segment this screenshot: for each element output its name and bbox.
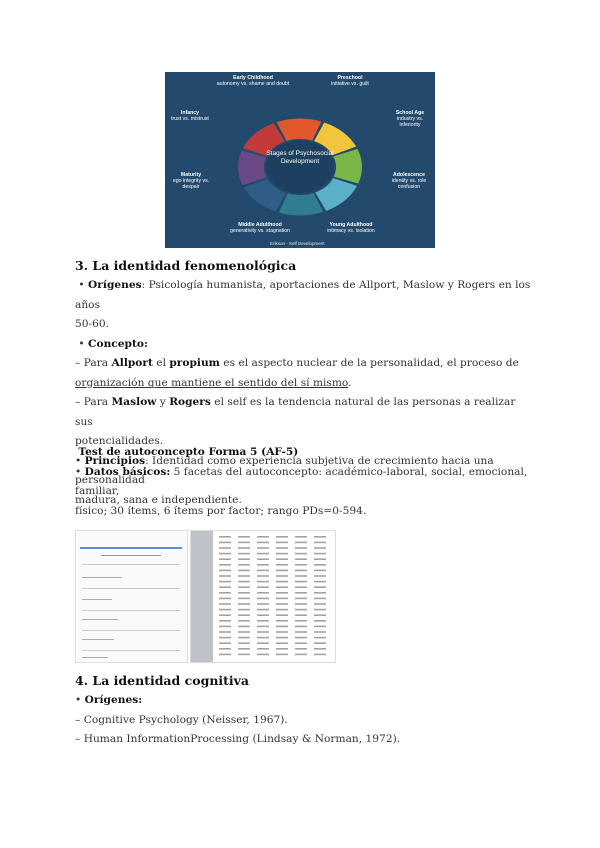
questionnaire-screenshot: [75, 530, 188, 663]
table-cell: [219, 603, 231, 605]
table-cell: [238, 581, 250, 583]
table-cell: [314, 648, 326, 650]
table-cell: [276, 581, 288, 583]
table-cell: [295, 553, 307, 555]
table-cell: [257, 637, 269, 639]
table-cell: [295, 564, 307, 566]
table-cell: [238, 575, 250, 577]
table-cell: [238, 614, 250, 616]
table-cell: [238, 542, 250, 544]
table-cell: [219, 558, 231, 560]
table-cell: [257, 592, 269, 594]
table-cell: [238, 558, 250, 560]
psychosocial-stages-infographic: [165, 72, 435, 248]
table-cell: [276, 614, 288, 616]
table-cell: [219, 642, 231, 644]
table-cell: [314, 558, 326, 560]
table-cell: [295, 609, 307, 611]
table-cell: [238, 586, 250, 588]
table-cell: [257, 581, 269, 583]
table-cell: [219, 586, 231, 588]
stage-maturity: Maturity ego integrity vs. despair: [172, 172, 210, 190]
table-cell: [276, 654, 288, 656]
table-cell: [314, 581, 326, 583]
table-cell: [219, 547, 231, 549]
table-cell: [257, 603, 269, 605]
lindsay-line: – Human InformationProcessing (Lindsay & Norman, 1972).: [75, 733, 401, 745]
table-cell: [219, 575, 231, 577]
table-cell: [219, 598, 231, 600]
table-cell: [276, 609, 288, 611]
table-cell: [295, 637, 307, 639]
table-cell: [276, 598, 288, 600]
stage-early-childhood: Early Childhood autonomy vs. shame and doubt: [216, 75, 290, 87]
test-section: [75, 443, 535, 521]
section4-heading: 4. La identidad cognitiva: [75, 673, 250, 688]
table-cell: [276, 570, 288, 572]
concepto-line: • Concepto:: [75, 337, 148, 350]
table-cell: [257, 586, 269, 588]
table-cell: [314, 542, 326, 544]
table-cell: [295, 592, 307, 594]
table-cell: [276, 558, 288, 560]
table-cell: [219, 570, 231, 572]
test-heading: Test de autoconcepto Forma 5 (AF-5): [78, 446, 299, 458]
table-cell: [238, 637, 250, 639]
table-cell: [276, 620, 288, 622]
table-cell: [257, 648, 269, 650]
table-cell: [314, 631, 326, 633]
table-cell: [295, 603, 307, 605]
table-cell: [238, 648, 250, 650]
table-cell: [314, 536, 326, 538]
table-cell: [219, 648, 231, 650]
table-cell: [314, 598, 326, 600]
infographic-credit: Erikson · Self Development: [270, 241, 325, 246]
maslow-line: – Para Maslow y Rogers el self es la tendencia natural de las personas a realizar sus: [75, 396, 516, 428]
table-cell: [295, 631, 307, 633]
table-cell: [276, 547, 288, 549]
wheel-center: [266, 140, 334, 193]
table-cell: [314, 642, 326, 644]
table-cell: [257, 536, 269, 538]
section4-origenes: • Orígenes:: [75, 694, 143, 706]
table-cell: [238, 536, 250, 538]
table-cell: [238, 609, 250, 611]
table-cell: [257, 553, 269, 555]
table-cell: [295, 570, 307, 572]
table-cell: [257, 564, 269, 566]
table-cell: [238, 654, 250, 656]
table-cell: [257, 631, 269, 633]
score-table-grid: [191, 531, 335, 662]
table-cell: [314, 609, 326, 611]
table-cell: [257, 542, 269, 544]
table-cell: [219, 553, 231, 555]
table-cell: [257, 598, 269, 600]
table-cell: [276, 564, 288, 566]
table-cell: [295, 536, 307, 538]
table-cell: [257, 609, 269, 611]
table-cell: [238, 553, 250, 555]
table-cell: [219, 592, 231, 594]
table-cell: [314, 637, 326, 639]
table-cell: [257, 547, 269, 549]
table-cell: [295, 642, 307, 644]
table-cell: [276, 642, 288, 644]
table-cell: [276, 626, 288, 628]
section3-heading: 3. La identidad fenomenológica: [75, 258, 297, 273]
table-cell: [276, 631, 288, 633]
table-cell: [314, 586, 326, 588]
table-cell: [219, 609, 231, 611]
table-cell: [238, 626, 250, 628]
table-cell: [238, 631, 250, 633]
infographic-title: Stages of Psychosocial Development: [266, 150, 334, 165]
datos-line: • Datos básicos: 5 facetas del autoconcepto: académico-laboral, social, emocional, familiar,: [75, 465, 528, 497]
table-cell: [238, 592, 250, 594]
table-cell: [295, 547, 307, 549]
table-cell: [276, 553, 288, 555]
table-cell: [295, 581, 307, 583]
table-cell: [314, 592, 326, 594]
table-cell: [314, 553, 326, 555]
table-cell: [295, 626, 307, 628]
principios-line-2: madura, sana e independiente.: [75, 493, 242, 506]
table-cell: [276, 637, 288, 639]
table-cell: [314, 547, 326, 549]
table-cell: [219, 620, 231, 622]
organizacion-line: organización que mantiene el sentido del sí mismo.: [75, 376, 352, 389]
datos-line-2: físico; 30 ítems, 6 ítems por factor; rango PDs=0-594.: [75, 504, 367, 517]
table-cell: [276, 542, 288, 544]
principios-line: • Principios: Identidad como experiencia subjetiva de crecimiento hacia una personalidad: [75, 454, 494, 486]
stage-adolescence: Adolescence identity vs. role confusion: [391, 172, 427, 190]
table-cell: [276, 536, 288, 538]
table-cell: [257, 620, 269, 622]
table-cell: [295, 558, 307, 560]
table-cell: [257, 642, 269, 644]
allport-line: – Para Allport el propium es el aspecto nuclear de la personalidad, el proceso de: [75, 357, 519, 369]
table-cell: [238, 603, 250, 605]
table-cell: [238, 620, 250, 622]
table-cell: [314, 620, 326, 622]
table-cell: [238, 570, 250, 572]
table-cell: [257, 575, 269, 577]
section4-body: [75, 691, 535, 750]
table-cell: [238, 598, 250, 600]
table-cell: [219, 637, 231, 639]
neisser-line: – Cognitive Psychology (Neisser, 1967).: [75, 713, 288, 726]
stage-infancy: Infancy trust vs. mistrust: [171, 110, 209, 122]
table-cell: [295, 648, 307, 650]
table-cell: [295, 598, 307, 600]
table-cell: [314, 654, 326, 656]
table-cell: [295, 542, 307, 544]
table-cell: [314, 603, 326, 605]
table-cell: [219, 626, 231, 628]
table-cell: [314, 564, 326, 566]
table-cell: [257, 570, 269, 572]
table-cell: [276, 648, 288, 650]
table-cell: [257, 614, 269, 616]
table-cell: [295, 620, 307, 622]
table-cell: [295, 586, 307, 588]
table-cell: [295, 575, 307, 577]
table-cell: [276, 586, 288, 588]
table-cell: [257, 558, 269, 560]
table-cell: [219, 654, 231, 656]
table-cell: [238, 642, 250, 644]
score-table-screenshot: [190, 530, 336, 663]
table-cell: [314, 626, 326, 628]
table-cell: [219, 614, 231, 616]
table-cell: [295, 614, 307, 616]
table-cell: [219, 542, 231, 544]
table-cell: [238, 547, 250, 549]
potencialidades-line: potencialidades.: [75, 435, 164, 447]
stage-middle-adulthood: Middle Adulthood generativity vs. stagnation: [230, 222, 290, 234]
table-cell: [314, 575, 326, 577]
table-cell: [257, 654, 269, 656]
table-cell: [295, 654, 307, 656]
table-cell: [219, 564, 231, 566]
table-cell: [219, 631, 231, 633]
stage-school-age: School Age industry vs. inferiority: [395, 110, 425, 128]
origenes-line: • Orígenes: Psicología humanista, aportaciones de Allport, Maslow y Rogers en los años: [75, 279, 531, 311]
table-cell: [276, 603, 288, 605]
table-cell: [314, 614, 326, 616]
table-cell: [276, 575, 288, 577]
origenes-line-2: 50-60.: [75, 318, 110, 330]
table-cell: [257, 626, 269, 628]
stage-preschool: Preschool initiative vs. guilt: [331, 75, 369, 87]
table-cell: [238, 564, 250, 566]
table-cell: [276, 592, 288, 594]
table-cell: [219, 536, 231, 538]
table-cell: [219, 581, 231, 583]
table-cell: [314, 570, 326, 572]
stage-young-adulthood: Young Adulthood intimacy vs. isolation: [327, 222, 375, 234]
